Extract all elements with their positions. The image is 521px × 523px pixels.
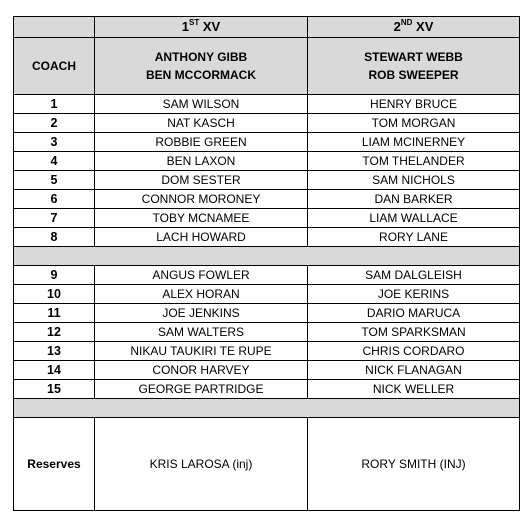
team2-player: LIAM MCINERNEY <box>308 133 520 152</box>
team1-player: GEORGE PARTRIDGE <box>95 380 308 399</box>
team2-player: TOM MORGAN <box>308 114 520 133</box>
position-number: 8 <box>14 228 95 247</box>
section-divider-row <box>14 399 520 418</box>
team2-player: JOE KERINS <box>308 285 520 304</box>
player-row <box>14 228 520 247</box>
team1-header: 1ST XV <box>95 17 308 38</box>
team2-reserves: RORY SMITH (INJ) <box>308 418 520 511</box>
position-number: 1 <box>14 95 95 114</box>
team2-player: DARIO MARUCA <box>308 304 520 323</box>
position-number: 11 <box>14 304 95 323</box>
team2-player: HENRY BRUCE <box>308 95 520 114</box>
position-number: 9 <box>14 266 95 285</box>
team1-player: BEN LAXON <box>95 152 308 171</box>
team2-player: SAM NICHOLS <box>308 171 520 190</box>
position-number: 4 <box>14 152 95 171</box>
team1-player: LACH HOWARD <box>95 228 308 247</box>
team1-player: NIKAU TAUKIRI TE RUPE <box>95 342 308 361</box>
team1-player: ALEX HORAN <box>95 285 308 304</box>
player-row <box>14 152 520 171</box>
team2-player: LIAM WALLACE <box>308 209 520 228</box>
player-row <box>14 95 520 114</box>
player-row <box>14 209 520 228</box>
team1-player: CONOR HARVEY <box>95 361 308 380</box>
team2-player: RORY LANE <box>308 228 520 247</box>
team1-player: NAT KASCH <box>95 114 308 133</box>
team-sheet-table <box>13 16 520 511</box>
position-number: 10 <box>14 285 95 304</box>
position-number: 13 <box>14 342 95 361</box>
team1-coaches: ANTHONY GIBB BEN MCCORMACK <box>95 38 308 95</box>
team1-player: ROBBIE GREEN <box>95 133 308 152</box>
player-row <box>14 304 520 323</box>
header-blank-cell <box>14 17 95 38</box>
reserves-row <box>14 418 520 511</box>
divider-cell <box>14 399 520 418</box>
team1-reserves: KRIS LAROSA (inj) <box>95 418 308 511</box>
team1-player: ANGUS FOWLER <box>95 266 308 285</box>
team2-player: TOM SPARKSMAN <box>308 323 520 342</box>
reserves-label: Reserves <box>14 418 95 511</box>
team2-player: TOM THELANDER <box>308 152 520 171</box>
team1-player: SAM WILSON <box>95 95 308 114</box>
team2-player: SAM DALGLEISH <box>308 266 520 285</box>
position-number: 5 <box>14 171 95 190</box>
player-row <box>14 171 520 190</box>
team1-player: JOE JENKINS <box>95 304 308 323</box>
team-header-row <box>14 17 520 38</box>
team2-player: NICK WELLER <box>308 380 520 399</box>
position-number: 3 <box>14 133 95 152</box>
team2-player: CHRIS CORDARO <box>308 342 520 361</box>
team2-coaches: STEWART WEBB ROB SWEEPER <box>308 38 520 95</box>
player-row <box>14 342 520 361</box>
team1-player: TOBY MCNAMEE <box>95 209 308 228</box>
coach-label: COACH <box>14 38 95 95</box>
team2-header: 2ND XV <box>308 17 520 38</box>
player-row <box>14 285 520 304</box>
team2-player: DAN BARKER <box>308 190 520 209</box>
coach-row <box>14 38 520 95</box>
team1-player: DOM SESTER <box>95 171 308 190</box>
divider-cell <box>14 247 520 266</box>
player-row <box>14 266 520 285</box>
team1-player: CONNOR MORONEY <box>95 190 308 209</box>
player-row <box>14 380 520 399</box>
position-number: 7 <box>14 209 95 228</box>
team1-player: SAM WALTERS <box>95 323 308 342</box>
position-number: 15 <box>14 380 95 399</box>
player-row <box>14 133 520 152</box>
player-row <box>14 114 520 133</box>
team2-player: NICK FLANAGAN <box>308 361 520 380</box>
player-row <box>14 190 520 209</box>
position-number: 12 <box>14 323 95 342</box>
position-number: 2 <box>14 114 95 133</box>
section-divider-row <box>14 247 520 266</box>
position-number: 6 <box>14 190 95 209</box>
position-number: 14 <box>14 361 95 380</box>
player-row <box>14 323 520 342</box>
player-row <box>14 361 520 380</box>
